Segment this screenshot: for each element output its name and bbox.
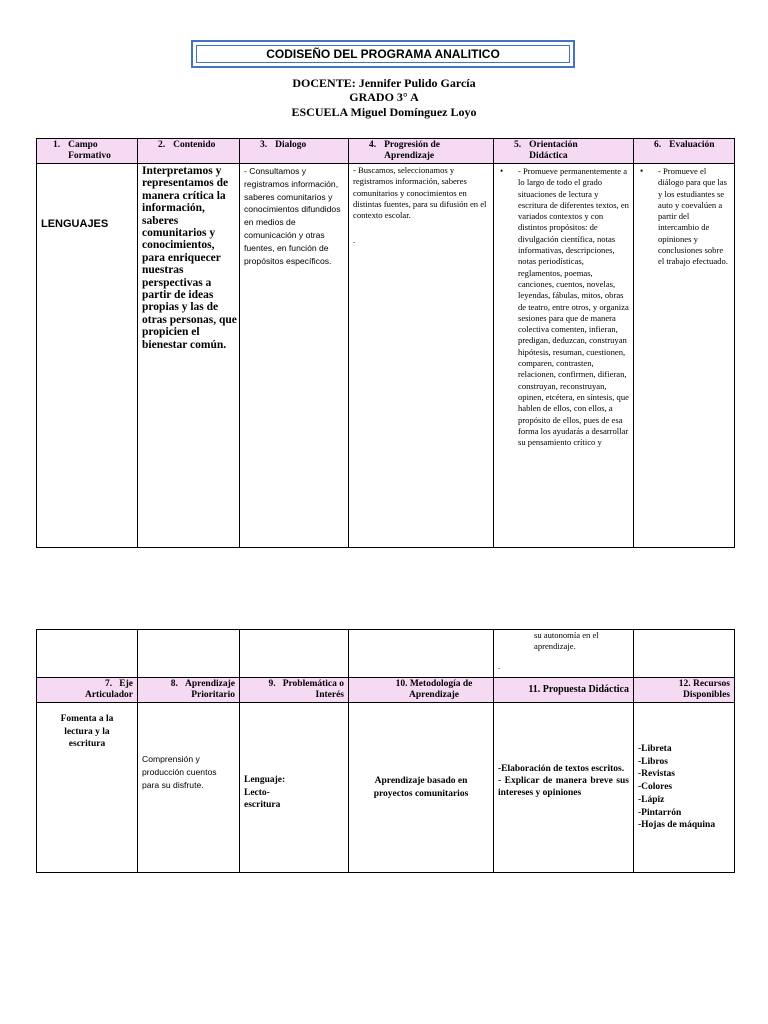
- contenido-cell: [138, 164, 240, 548]
- header-orientacion: 5. Orientación Didáctica: [494, 139, 634, 164]
- dialogo-text: - Consultamos y registramos información, saberes comunitarios y conocimientos difundidos en medios de comunicación y otras fuentes, en función de propósitos específicos.: [244, 166, 341, 266]
- docente-line: DOCENTE: Jennifer Pulido García: [292, 76, 476, 90]
- continuation-empty-4: [349, 630, 494, 678]
- continuation-empty-6: [634, 630, 735, 678]
- header-metodologia: 10. Metodología de Aprendizaje: [349, 678, 494, 703]
- propuesta-item-2: - Explicar de manera breve sus intereses y opiniones: [498, 776, 629, 798]
- grado-line: GRADO 3° A: [349, 90, 419, 104]
- contenido-text: Interpretamos y representamos de manera crítica la información, saberes comunitarios y conocimientos, para enriquecer nuestras perspectivas a partir de ideas propias y las de otras personas, que propicien el bienestar común.: [142, 165, 237, 351]
- header-aprendizaje-prioritario: 8. Aprendizaje Prioritario: [138, 678, 240, 703]
- recurso-item: -Libreta: [638, 744, 672, 754]
- document-title: CODISEÑO DEL PROGRAMA ANALITICO: [266, 47, 500, 61]
- recurso-item: -Revistas: [638, 769, 675, 780]
- header-problematica: 9. Problemática o Interés: [240, 678, 349, 703]
- aprendizaje-prioritario-cell: [138, 703, 240, 873]
- header-campo-formativo: 1. Campo Formativo: [37, 139, 138, 164]
- program-table-2: [36, 629, 735, 873]
- header-dialogo: 3. Dialogo: [240, 139, 349, 164]
- orientacion-continuation-dot: .: [498, 660, 501, 671]
- campo-formativo-cell: [37, 164, 138, 548]
- evaluacion-bullet: •: [640, 166, 644, 176]
- recurso-item: -Libros: [638, 756, 668, 767]
- header-contenido: 2. Contenido: [138, 139, 240, 164]
- program-table-1: [36, 138, 735, 548]
- header-recursos: 12. Recursos Disponibles: [634, 678, 735, 703]
- orientacion-continuation-text: su autonomía en el aprendizaje.: [534, 630, 599, 652]
- continuation-empty-2: [138, 630, 240, 678]
- orientacion-continuation-cell: [494, 630, 634, 678]
- continuation-empty-1: [37, 630, 138, 678]
- header-evaluacion: 6. Evaluación: [634, 139, 735, 164]
- propuesta-item-1: -Elaboración de textos escritos.: [498, 764, 625, 774]
- eje-articulador-cell: [37, 703, 138, 873]
- metodologia-cell: [349, 703, 494, 873]
- header-propuesta: 11. Propuesta Didáctica: [494, 678, 634, 703]
- escuela-line: ESCUELA Miguel Domínguez Loyo: [291, 105, 477, 119]
- progresion-dot: .: [353, 235, 356, 246]
- recurso-item: -Hojas de máquina: [638, 820, 716, 831]
- orientacion-cell: [494, 164, 634, 548]
- evaluacion-cell: [634, 164, 735, 548]
- recurso-item: -Pintarrón: [638, 807, 682, 818]
- propuesta-cell: [494, 703, 634, 873]
- orientacion-bullet: •: [500, 166, 504, 176]
- header-progresion: 4. Progresión de Aprendizaje: [349, 139, 494, 164]
- recurso-item: -Colores: [638, 782, 673, 793]
- progresion-text: - Buscamos, seleccionamos y registramos información, saberes comunitarios y conocimientos en distintas fuentes, para su difusión en el contexto escolar.: [353, 165, 487, 221]
- dialogo-cell: [240, 164, 349, 548]
- progresion-cell: [349, 164, 494, 548]
- continuation-empty-3: [240, 630, 349, 678]
- recurso-item: -Lápiz: [638, 794, 665, 805]
- problematica-cell: [240, 703, 349, 873]
- document-title-box: [191, 40, 575, 68]
- campo-formativo-value: LENGUAJES: [41, 218, 109, 230]
- eje-articulador-text: Fomenta a la lectura y la escritura: [60, 714, 114, 749]
- aprendizaje-prioritario-text: Comprensión y producción cuentos para su disfrute.: [142, 754, 217, 790]
- recursos-cell: [634, 703, 735, 873]
- evaluacion-text: - Promueve el diálogo para que las y los estudiantes se auto y coevalúen a partir del intercambio de opiniones y conclusiones sobre el trabajo efectuado.: [658, 166, 728, 267]
- header-eje-articulador: 7. Eje Articulador: [37, 678, 138, 703]
- metodologia-text: Aprendizaje basado en proyectos comunitarios: [373, 776, 469, 799]
- orientacion-text: - Promueve permanentemente a lo largo de todo el grado situaciones de lectura y escritura de diferentes textos, en variados contextos y con distintos propósitos: de divulgación científica, notas informativas, descripciones, notas periodísticas, reglamentos, poemas, canciones, cuentos, novelas, leyendas, fábulas, mitos, obras de teatro, entre otros, y organiza sesiones para que de manera colectiva comenten, infieran, predigan, deduzcan, construyan hipótesis, resuman, cuestionen, comparen, contrasten, relacionen, confirmen, difieran, construyan, reconstruyan, opinen, etcétera, en síntesis, que hablen de ellos, con ellos, a propósito de ellos, pues de esa forma los ayudarás a desarrollar su pensamiento crítico y: [518, 166, 629, 448]
- recursos-list: [634, 703, 734, 832]
- problematica-text: Lenguaje: Lecto-escritura: [244, 775, 286, 810]
